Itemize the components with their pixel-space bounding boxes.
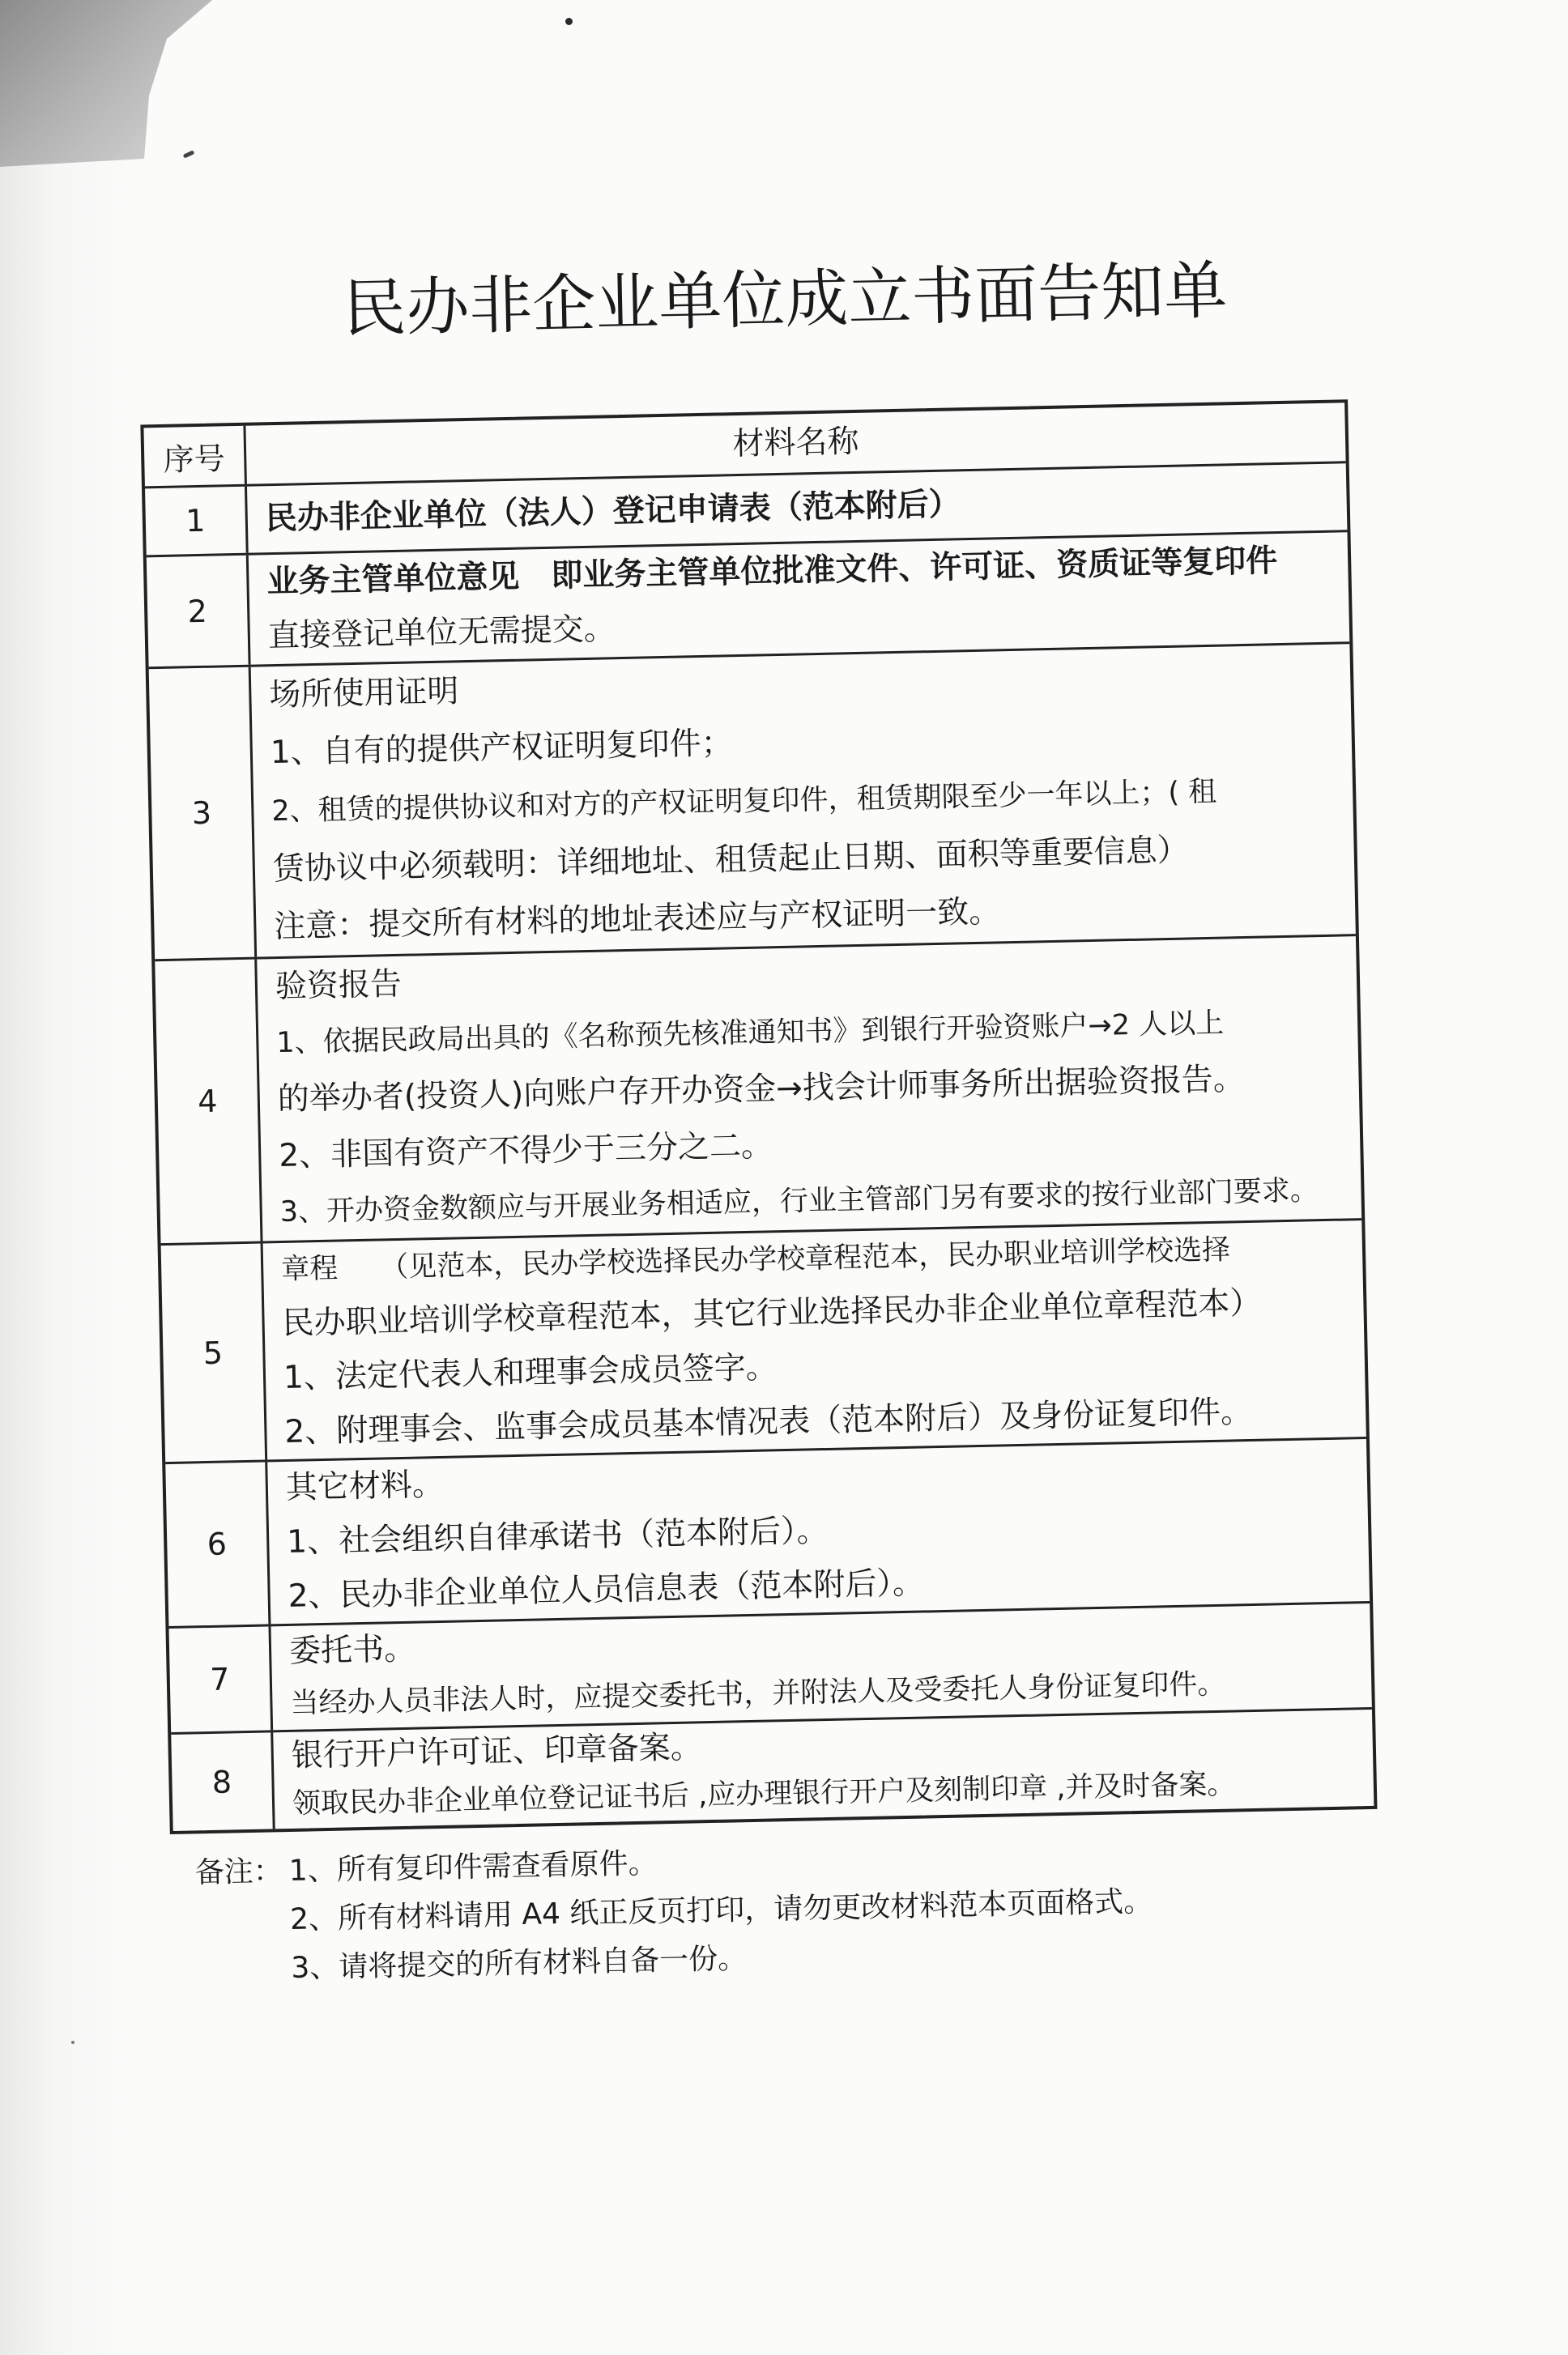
material-detail: 的举办者(投资人)向账户存开办资金→找会计师事务所出据验资报告。 [277,1061,1246,1118]
material-detail: 直接登记单位无需提交。 [267,611,616,655]
row-index: 6 [165,1462,271,1626]
material-title-suffix: （见范本，民办学校选择民办学校章程范本，民办职业培训学校选择 [379,1233,1231,1284]
material-detail: 1、依据民政局出具的《名称预先核准通知书》到银行开验资账户→2 人以上 [275,1007,1225,1060]
row-index: 8 [171,1732,275,1831]
row-index: 3 [149,667,257,960]
material-cell [251,644,1356,956]
material-detail: 民办职业培训学校章程范本，其它行业选择民办非企业单位章程范本） [282,1284,1262,1343]
material-cell [263,1220,1366,1459]
material-title: 章程 [280,1252,339,1287]
material-title: 其它材料。 [285,1467,445,1507]
material-detail: 2、租赁的提供协议和对方的产权证明复印件，租赁期限至少一年以上；( 租 [271,775,1217,828]
speck [71,2041,75,2044]
table-row-3 [149,644,1356,961]
material-detail: 1、社会组织自律承诺书（范本附后）。 [286,1512,829,1561]
row-index: 4 [155,960,262,1244]
material-detail: 3、开办资金数额应与开展业务相适应，行业主管部门另有要求的按行业部门要求。 [279,1174,1319,1229]
material-detail: 领取民办非企业单位登记证书后 ,应办理银行开户及刻制印章 ,并及时备案。 [292,1768,1236,1821]
notes-label: 备注： [194,1855,283,1890]
material-title: 业务主管单位意见 [266,558,520,600]
table-row-6 [165,1439,1370,1629]
row-index: 7 [168,1626,273,1732]
material-title: 验资报告 [275,965,403,1005]
speck [183,150,195,158]
material-title: 银行开户许可证、印章备案。 [291,1729,703,1774]
material-detail: 1、自有的提供产权证明复印件； [270,725,734,772]
material-detail: 2、非国有资产不得少于三分之二。 [278,1126,773,1174]
row-index: 5 [161,1243,268,1462]
material-detail: 赁协议中必须载明：详细地址、租赁起止日期、面积等重要信息） [272,832,1190,888]
materials-table [140,399,1377,1834]
material-detail: 当经办人员非法人时，应提交委托书，并附法人及受委托人身份证复印件。 [290,1667,1226,1720]
notes [194,1829,1154,1995]
document-title: 民办非企业单位成立书面告知单 [342,254,1229,347]
material-cell [249,532,1350,664]
paper-corner-shadow [0,0,219,170]
material-title: 委托书。 [288,1630,416,1670]
material-detail: 2、附理事会、监事会成员基本情况表（范本附后）及身份证复印件。 [283,1393,1253,1450]
note-item: 3、请将提交的所有材料自备一份。 [290,1942,748,1985]
note-item: 1、所有复印件需查看原件。 [288,1846,658,1888]
material-cell [257,936,1361,1241]
material-title: 民办非企业单位（法人）登记申请表（范本附后） [265,486,961,538]
material-detail: 注意：提交所有材料的地址表述应与产权证明一致。 [273,893,1001,946]
header-index: 序号 [143,426,246,487]
header-material-name: 材料名称 [732,423,859,463]
notes-list [288,1829,1154,1993]
material-title-suffix: 即业务主管单位批准文件、许可证、资质证等复印件 [550,542,1278,594]
material-cell [267,1439,1370,1624]
material-detail: 2、民办非企业单位人员信息表（范本附后）。 [288,1565,925,1615]
document-content [126,231,1410,2006]
table-row-4 [155,936,1361,1246]
material-title: 场所使用证明 [268,673,459,713]
table-row-5 [161,1220,1366,1464]
material-detail: 1、法定代表人和理事会成员签字。 [283,1349,778,1396]
note-item: 2、所有材料请用 A4 纸正反页打印，请勿更改材料范本页面格式。 [289,1884,1153,1936]
row-index: 1 [145,487,249,556]
speck [565,18,573,25]
row-index: 2 [147,556,251,667]
material-cell [271,1603,1371,1730]
